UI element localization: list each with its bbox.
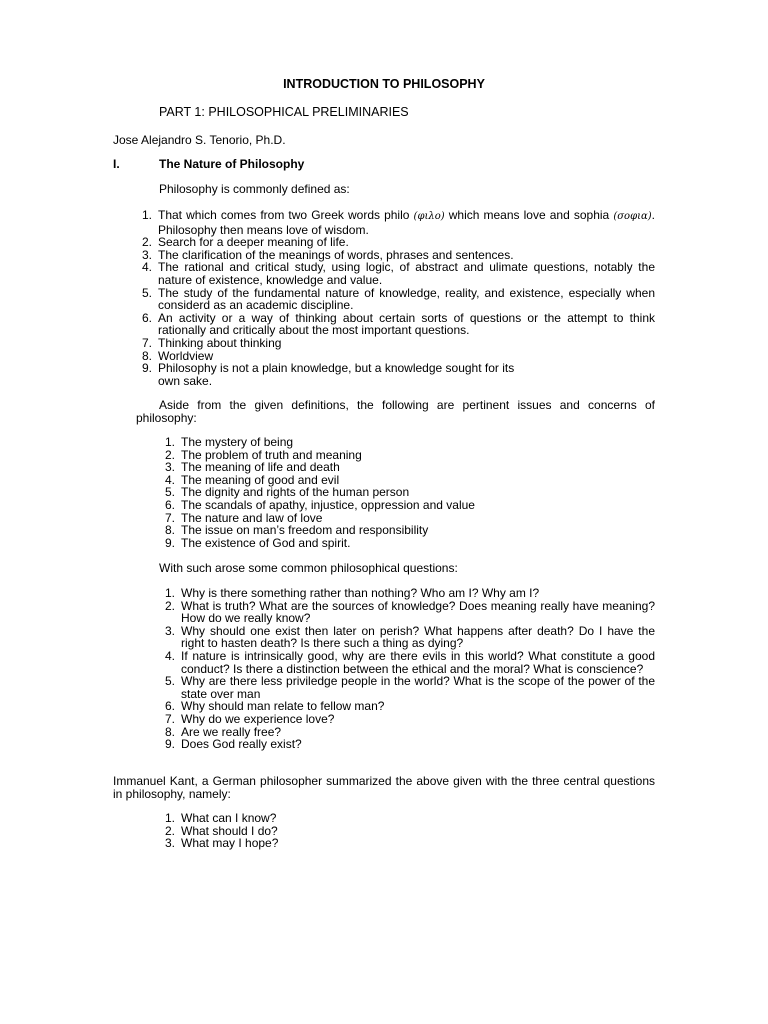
item-text: Philosophy is not a plain knowledge, but a knowledge sought for its own sake. [158, 361, 515, 388]
section-number: I. [113, 157, 120, 171]
item-number: 4. [141, 260, 152, 275]
item-text: The study of the fundamental nature of knowledge, reality, and existence, especially when considerd as an academic discipline. [158, 285, 655, 313]
item-number: 2. [141, 235, 152, 250]
list-item [159, 625, 655, 650]
item-number: 3. [141, 247, 152, 262]
item-text: The mystery of being [181, 435, 294, 449]
item-number: 9. [141, 361, 152, 376]
item-number: 8. [141, 348, 152, 363]
item-text: Are we really free? [181, 724, 282, 739]
item-number: 4. [164, 472, 175, 487]
list-item [136, 261, 655, 286]
greek-philo: (φιλο) [413, 211, 445, 222]
item-text: An activity or a way of thinking about certain sorts of questions or the attempt to think rationally and critically about the most important questions. [158, 310, 655, 338]
item-number: 3. [164, 460, 175, 475]
item-number: 9. [164, 535, 175, 550]
questions-list [159, 587, 655, 751]
item-number: 2. [164, 823, 175, 838]
item-text: What is truth? What are the sources of knowledge? Does meaning really have meaning? How do we really know? [181, 598, 655, 626]
list-item [159, 650, 655, 675]
item-text: What can I know? [181, 811, 277, 825]
list-item [159, 738, 655, 751]
item-text: Thinking about thinking [158, 335, 282, 350]
item-number: 6. [164, 497, 175, 512]
item-number: 1. [164, 811, 175, 825]
item-number: 6. [141, 310, 152, 325]
item-text: The scandals of apathy, injustice, oppression and value [181, 497, 475, 512]
item-text: The meaning of good and evil [181, 472, 340, 487]
item-text: The nature and law of love [181, 510, 323, 525]
list-item [159, 837, 655, 850]
item-text: Why are there less priviledge people in the world? What is the scope of the power of the state over man [181, 674, 655, 701]
item-text: The meaning of life and death [181, 460, 340, 475]
item-text: Why should man relate to fellow man? [181, 699, 385, 714]
list-item [136, 362, 655, 387]
item-number: 8. [164, 523, 175, 538]
item-text: That which comes from two Greek words philo [158, 208, 414, 222]
item-text: The problem of truth and meaning [181, 447, 362, 462]
item-text: which means love and sophia [444, 208, 614, 222]
kant-questions-list [159, 812, 655, 850]
item-text: Search for a deeper meaning of life. [158, 235, 349, 250]
kant-paragraph: Immanuel Kant, a German philosopher summarized the above given with the three central questions in philosophy, namely: [113, 774, 655, 801]
document-title: INTRODUCTION TO PHILOSOPHY [283, 77, 485, 91]
definitions-intro: Philosophy is commonly defined as: [159, 182, 350, 196]
issues-intro: Aside from the given definitions, the following are pertinent issues and concerns of philosophy: [136, 398, 655, 425]
item-text: The clarification of the meanings of words, phrases and sentences. [158, 247, 514, 262]
item-text: What should I do? [181, 823, 278, 838]
item-number: 1. [164, 435, 175, 449]
list-item [159, 600, 655, 625]
list-item [159, 537, 655, 550]
item-text: The rational and critical study, using logic, of abstract and ulimate questions, notably the nature of existence, knowledge and value. [158, 260, 655, 287]
item-number: 4. [164, 648, 175, 663]
questions-intro: With such arose some common philosophical questions: [159, 561, 458, 575]
item-number: 7. [141, 335, 152, 350]
list-item [136, 312, 655, 337]
item-text: The existence of God and spirit. [181, 535, 351, 550]
item-number: 8. [164, 724, 175, 739]
section-title: The Nature of Philosophy [159, 157, 305, 171]
item-number: 7. [164, 510, 175, 525]
item-number: 2. [164, 598, 175, 613]
list-item [136, 287, 655, 312]
author-line: Jose Alejandro S. Tenorio, Ph.D. [113, 133, 286, 147]
item-number: 6. [164, 699, 175, 714]
item-text: . Philosophy then means love of wisdom. [158, 208, 655, 237]
item-number: 2. [164, 447, 175, 462]
item-text: Why is there something rather than nothing? Who am I? Why am I? [181, 586, 540, 600]
list-item [136, 209, 655, 236]
item-number: 1. [141, 208, 152, 222]
item-number: 7. [164, 711, 175, 726]
item-number: 3. [164, 623, 175, 638]
list-item [159, 675, 655, 700]
item-number: 5. [164, 485, 175, 500]
item-text: The issue on man’s freedom and responsibility [181, 523, 429, 538]
item-text: Does God really exist? [181, 737, 302, 752]
item-number: 5. [141, 285, 152, 300]
greek-sophia: (σοφια) [613, 211, 652, 222]
item-text: What may I hope? [181, 836, 279, 851]
item-number: 5. [164, 674, 175, 689]
item-text: Worldview [158, 348, 214, 363]
item-text: If nature is intrinsically good, why are there evils in this world? What constitute a good conduct? Is there a distinction between the ethical and the moral? What is conscience? [181, 648, 655, 676]
issues-list [159, 436, 655, 549]
definitions-list [136, 209, 655, 387]
item-text: The dignity and rights of the human person [181, 485, 410, 500]
item-number: 9. [164, 737, 175, 752]
document-subtitle: PART 1: PHILOSOPHICAL PRELIMINARIES [159, 105, 409, 119]
list-item [136, 337, 655, 350]
item-text: Why should one exist then later on perish? What happens after death? Do I have the right to hasten death? Is there such a thing as dying? [181, 623, 655, 651]
item-number: 1. [164, 586, 175, 600]
item-text: Why do we experience love? [181, 711, 335, 726]
item-number: 3. [164, 836, 175, 851]
